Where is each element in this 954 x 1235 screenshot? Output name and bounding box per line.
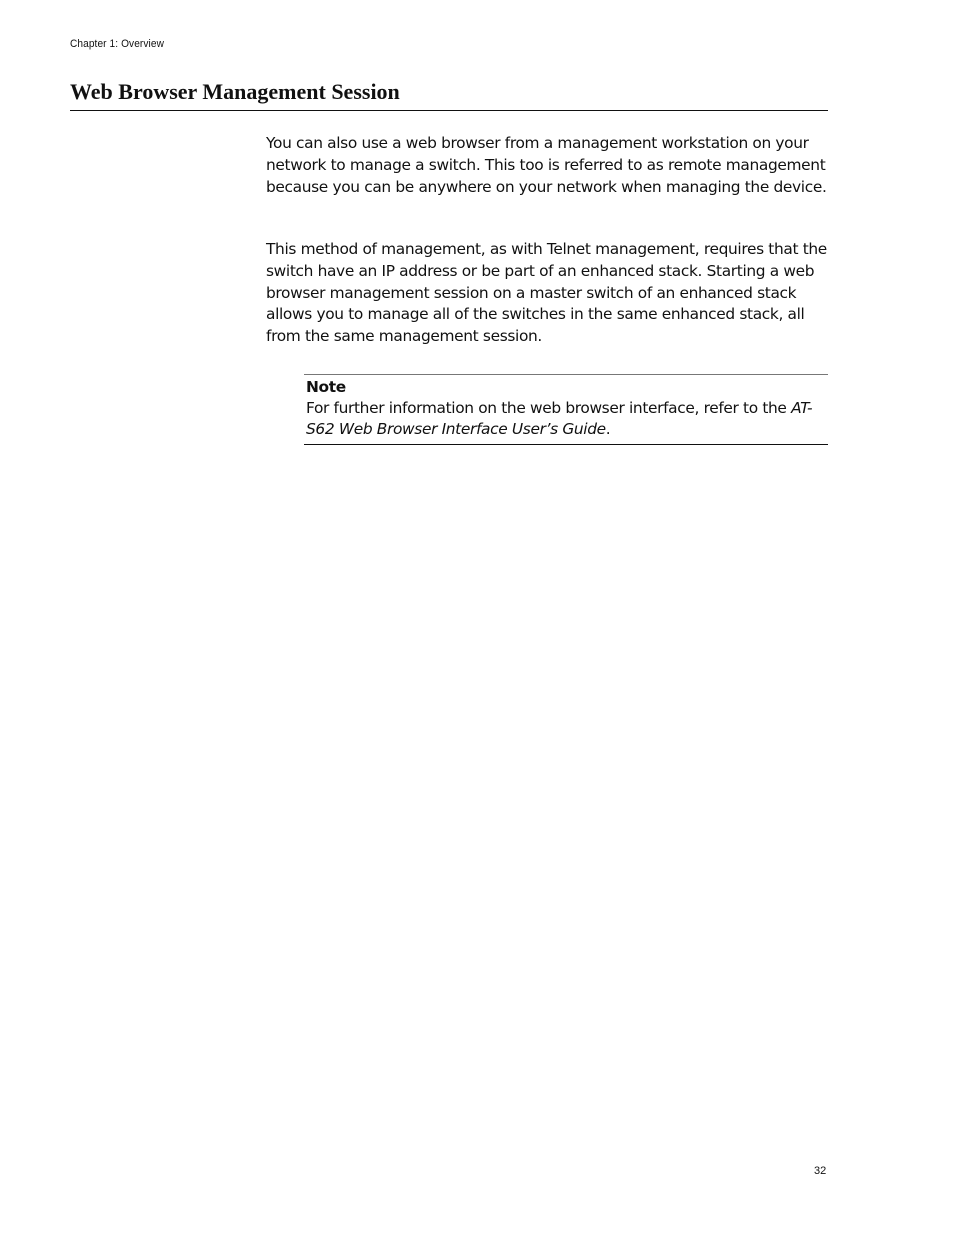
note-text-before: For further information on the web browser interface, refer to the	[306, 399, 792, 418]
section-title: Web Browser Management Session	[70, 78, 828, 111]
note-reference-title: AT-S62 Web Browser Interface User’s Guide	[306, 399, 813, 439]
body-paragraph-1: You can also use a web browser from a management workstation on your network to manage a switch. This too is referred to as remote management because you can be anywhere on your network when managing the device.	[266, 134, 827, 196]
page-number: 32	[814, 1165, 827, 1177]
note-text	[306, 398, 828, 440]
note-text-after: .	[605, 420, 611, 439]
note-heading: Note	[306, 378, 346, 396]
running-header: Chapter 1: Overview	[70, 38, 164, 50]
body-paragraph-2: This method of management, as with Telnet management, requires that the switch have an IP address or be part of an enhanced stack. Starting a web browser management session on a master switch of an enhanced stack allows you to manage all of the switches in the same enhanced stack, all from the same management session.	[266, 240, 827, 346]
note-box	[304, 374, 828, 445]
